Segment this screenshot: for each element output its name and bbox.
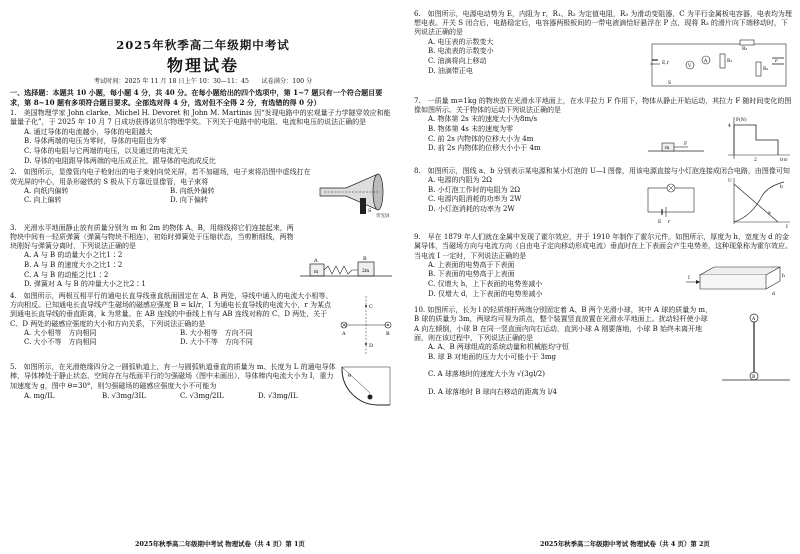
question-5 <box>10 363 396 414</box>
option-d: D. 前 2s 内物体的位移大小小于 4m <box>428 144 541 153</box>
axis-f-label: F(N) <box>736 118 747 124</box>
option-d: D. 向下偏转 <box>170 196 208 205</box>
label-e-r: E,r <box>662 60 669 66</box>
force-label: F <box>684 142 688 148</box>
arc-track-figure <box>336 363 396 411</box>
question-stem: 8. 如图所示，图线 a、b 分别表示某电源和某小灯泡的 U—I 图像，用该电源直接与小灯泡连接成闭合电路，由图像可知 <box>414 166 790 175</box>
thickness-label: h <box>782 273 785 279</box>
force-time-figure <box>644 115 794 161</box>
label-a: A <box>314 257 318 264</box>
section-heading: 一、选择题：本题共 10 小题，每小题 4 分，共 40 分。在每小题给出的四个选项中，第 1~7 题只有一个符合题目要求，第 8~10 题有多项符合题目要求。全部选对得 4 分，选对但不全得 2 分，有选错的得 0 分） <box>10 88 383 107</box>
question-stem: 2. 如图所示，显像管内电子枪射出的电子束射向荧光屏，若不加磁场，电子束将沿图中虚线打在荧光屏的中心，用条形磁铁的 S 极从下方靠近显像管，电子束将 <box>10 168 311 186</box>
label-m: m <box>314 269 319 275</box>
option-b: B. 导体两端的电压为零时，导体的电阻也为零 <box>24 137 167 146</box>
option-b: B. 电流表的示数变小 <box>428 47 494 56</box>
label-p: P <box>775 57 778 63</box>
option-a: A. mg/IL <box>24 391 55 400</box>
question-3 <box>10 224 396 290</box>
tick-2: 2 <box>754 158 757 162</box>
question-stem: 1. 美国物理学家 John clarke、Michel H. Devoret 和 John M. Martinis 因“发现电路中的宏观量子力学隧穿效应和能量量子化”，于 2025 年 10 月 7 日成功获得诺贝尔物理学奖。下列关于电路中的电阻、电流和电压的说法正确的是 <box>10 109 391 127</box>
label-c: C <box>369 303 373 310</box>
ball-b-label: B <box>752 375 756 381</box>
label-a: A <box>342 330 346 337</box>
option-a: A. A、B 两球组成的系统动量和机械能均守恒 <box>428 342 569 351</box>
option-d: D. 大小不等 方向不同 <box>180 338 253 347</box>
question-stem: 9. 早在 1879 年人们就在金属中发现了霍尔效应，并于 1910 年制作了霍尔元件。如图所示，厚度为 h，宽度为 d 的金属导体，当磁场方向与电流方向（自由电子定向移动形成电流）垂直时在上下表面会产生电势差，这种现象称为霍尔效应。当电流 I 一定时，下列说法正确的是 <box>414 233 792 260</box>
option-c: C. √3mg/2IL <box>180 391 224 400</box>
option-a: A. 大小相等 方向相同 <box>24 328 97 337</box>
question-10 <box>414 306 794 398</box>
circuit-figure <box>644 38 794 92</box>
question-1 <box>10 109 396 166</box>
label-e: E <box>658 219 662 225</box>
option-b: B. A 与 B 的速度大小之比1∶2 <box>24 260 123 269</box>
crt-tube-figure <box>316 168 396 218</box>
hall-element-figure <box>684 261 794 301</box>
option-b: B. √3mg/3IL <box>102 391 146 400</box>
label-2m: 2m <box>362 268 370 274</box>
screen-label: 荧光屏 <box>376 214 390 219</box>
current-label: I <box>688 275 690 281</box>
option-b: B. 球 B 对地面的压力大小可能小于 3mg <box>428 352 556 361</box>
label-theta: θ <box>348 373 352 380</box>
option-b: B. 下表面的电势高于上表面 <box>428 270 515 279</box>
option-b: B. 向纸外偏转 <box>170 186 215 195</box>
magnet-label: S <box>368 208 372 215</box>
width-label: d <box>772 291 775 297</box>
option-c: C. 仅增大 h，上下表面的电势差减小 <box>428 280 543 289</box>
rod-balls-figure <box>714 306 794 386</box>
question-stem: 3. 光滑水平地面静止放有质量分别为 m 和 2m 的物体 A、B，用细线将它们连接起来，两物块中间有一轻质弹簧（弹簧与物块不相连），初始时弹簧处于压缩状态，当剪断细线，两物块刚好与弹簧分离时，下列说法正确的是 <box>10 223 294 250</box>
left-column <box>10 8 396 414</box>
label-d: D <box>369 342 374 349</box>
label-b: B <box>363 255 367 262</box>
option-c: C. 大小不等 方向相同 <box>24 338 97 347</box>
line-b-label: b <box>780 184 783 190</box>
option-c: C. A 球落地时的速度大小为 √(3gl/2) <box>428 370 545 379</box>
label-s: S <box>668 80 672 86</box>
question-stem: 6. 如图所示，电源电动势为 E，内阻为 r，R₁、R₂ 为定值电阻，R₃ 为滑动变阻器，C 为平行金属板电容器，电表均为理想电表。开关 S 闭合后，电路稳定后，电容器两极板间的一带电液滴恰好悬浮在 P 点，现将 R₃ 的滑片向下端移动时，下列说法正确的是 <box>414 10 792 37</box>
label-r1: R₁ <box>727 58 733 64</box>
label-r3: R₃ <box>742 46 748 52</box>
question-2 <box>10 168 396 221</box>
right-column <box>414 8 794 398</box>
axis-t-label: t(s) <box>780 158 788 162</box>
option-a: A. 上表面的电势高于下表面 <box>428 260 515 269</box>
label-r2: R₂ <box>763 66 769 72</box>
option-a: A. 电源的内阻为 2Ω <box>428 175 492 184</box>
question-6 <box>414 10 794 95</box>
question-stem: 4. 如图所示，两根互相平行的通电长直导线垂直纸面固定在 A、B 两处，导线中通入的电流大小相等、方向相反。已知通电长直导线产生磁场的磁感应强度 B = kI/r，I 为通电长直导线的电流大小，r 为某点到通电长直导线的垂直距离，k 为常量。在 AB 连线的中垂线上有与 AB 连线对称的 C、D 两处，关于 C、D 两处的磁感应强度的大小和方向关系，下列说法正确的是 <box>10 291 333 328</box>
option-a: A. 物体第 2s 末的速度大小为8m/s <box>428 115 538 124</box>
option-d: D. 油滴带正电 <box>428 66 473 75</box>
parallel-wires-figure <box>336 292 396 358</box>
option-a: A. 向纸内偏转 <box>24 186 69 195</box>
option-d: D. 导体的电阻跟导体两端的电压成正比，跟导体的电流成反比 <box>24 156 216 165</box>
question-stem: 7. 一质量 m=1kg 的物块放在光滑水平地面上，在水平拉力 F 作用下，物体从静止开始运动，其拉力 F 随时间变化的图像如图所示。关于物体的运动下列说法正确的是 <box>414 96 792 115</box>
ammeter-label: A <box>704 58 708 64</box>
label-b: B <box>386 330 390 337</box>
exam-title: 2025年秋季高二年级期中考试 <box>116 38 290 52</box>
tick-4: 4 <box>728 124 731 130</box>
option-c: C. 油滴将向上移动 <box>428 57 487 66</box>
axis-u-label: U <box>728 178 732 184</box>
question-8 <box>414 167 794 231</box>
spring-blocks-figure <box>296 254 396 282</box>
option-a: A. 电压表的示数变大 <box>428 37 494 46</box>
option-b: B. 物体第 4s 末的速度为零 <box>428 125 514 134</box>
option-c: C. 前 2s 内物体的位移大小为 4m <box>428 134 534 143</box>
option-d: D. √3mg/IL <box>258 391 298 400</box>
voltmeter-label: V <box>688 63 692 69</box>
option-c: C. A 与 B 的动能之比1∶2 <box>24 270 109 279</box>
line-a-label: a <box>768 210 771 216</box>
u-i-figure <box>644 176 794 228</box>
question-stem: 5. 如图所示，在光滑绝缘四分之一圆弧轨道上，有一与圆弧轨道垂直的质量为 m、长度为 L 的通电导体棒，导体棒处于静止状态，空间存在与纸面平行的匀强磁场（图中未画出），导体棒内电流大小为 I，重力加速度为 g，图中 θ=30°，则匀强磁场的磁感应强度大小不可能为 <box>10 363 336 390</box>
question-7 <box>414 97 794 165</box>
option-a: A. 通过导体的电流越小，导体的电阻越大 <box>24 127 153 136</box>
exam-meta: 考试时间：2025 年 11 月 18 日上午 10：30—11：45 试卷满分：100 分 <box>93 78 313 86</box>
option-b: B. 大小相等 方向不同 <box>180 328 253 337</box>
label-r: r <box>668 219 671 225</box>
axis-i-label: I <box>786 224 788 228</box>
option-c: C. 向上偏转 <box>24 196 62 205</box>
option-d: D. 弹簧对 A 与 B 的冲量大小之比2∶1 <box>24 280 146 289</box>
block-label: m <box>665 146 670 152</box>
footer-right: 2025年秋季高二年级期中考试 物理试卷（共 4 页）第 2页 <box>540 539 710 548</box>
ball-a-label: A <box>752 317 756 323</box>
question-9 <box>414 233 794 304</box>
option-c: C. 电源内阻消耗的功率为 2W <box>428 195 522 204</box>
option-d: D. 仅增大 d，上下表面的电势差减小 <box>428 289 543 298</box>
option-d: D. 小灯泡消耗的功率为 2W <box>428 204 515 213</box>
option-a: A. A 与 B 的动量大小之比1∶2 <box>24 251 123 260</box>
question-stem: 10. 如图所示，长为 l 的轻质细杆两端分别固定着 A、B 两个光滑小球，其中 A 球的质量为 m，B 球的质量为 3m，两球均可视为质点，整个装置竖直放置在光滑水平地面上。扰动轻杆使小球 A 向左倾倒，小球 B 在同一竖直面内向右运动，直到小球 A 刚要落地，小球 B 始终未离开地面，则在该过程中，下列说法正确的是 <box>414 306 713 342</box>
option-d: D. A 球落地时 B 球向右移动的距离为 l/4 <box>428 387 557 396</box>
question-4 <box>10 292 396 361</box>
footer-left: 2025年秋季高二年级期中考试 物理试卷（共 4 页）第 1页 <box>135 539 305 548</box>
option-c: C. 导体的电阻与它两端的电压，以及通过的电流无关 <box>24 146 188 155</box>
option-b: B. 小灯泡工作时的电阻为 2Ω <box>428 185 521 194</box>
subject-title: 物理试卷 <box>166 56 239 76</box>
